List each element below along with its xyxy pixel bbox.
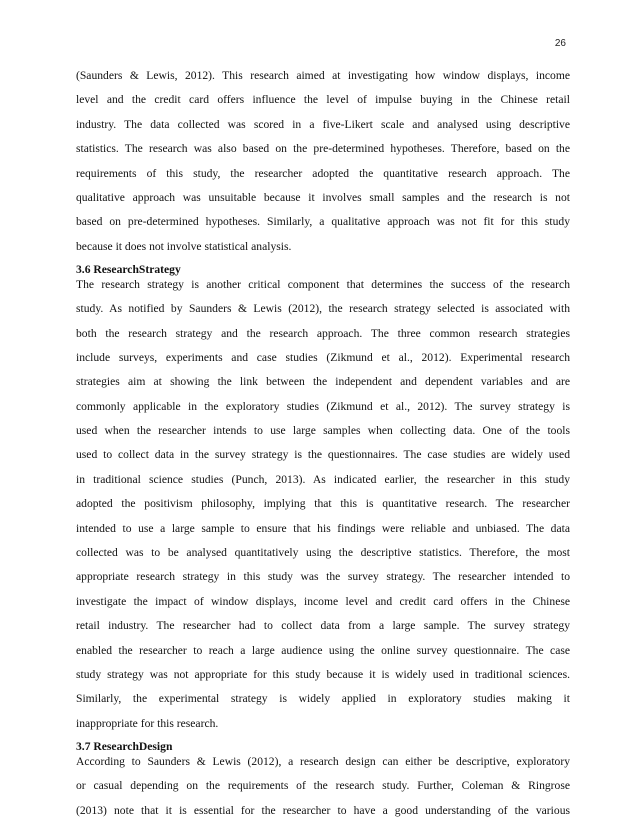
- text-line: statistics. The research was also based on the pre-determined hypotheses. Therefore, based on the: [76, 142, 570, 156]
- text-line: study. As notified by Saunders & Lewis (2012), the research strategy selected is associated with: [76, 302, 570, 316]
- text-line: in traditional science studies (Punch, 2013). As indicated earlier, the researcher in this study: [76, 472, 570, 486]
- text-line: enabled the researcher to reach a large audience using the online survey questionnaire. The case: [76, 643, 570, 657]
- text-line: include surveys, experiments and case studies (Zikmund et al., 2012). Experimental research: [76, 350, 570, 364]
- text-line: (2013) note that it is essential for the researcher to have a good understanding of the various: [76, 803, 570, 817]
- text-line: used to collect data in the survey strategy is the questionnaires. The case studies are widely used: [76, 448, 570, 462]
- text-line: appropriate research strategy in this study was the survey strategy. The researcher intended to: [76, 570, 570, 584]
- text-line: collected was to be analysed quantitatively using the descriptive statistics. Therefore, the most: [76, 546, 570, 560]
- text-line: According to Saunders & Lewis (2012), a research design can either be descriptive, exploratory: [76, 754, 570, 768]
- text-line: requirements of this study, the researcher adopted the quantitative research approach. The: [76, 166, 570, 180]
- text-line: strategies aim at showing the link between the independent and dependent variables and are: [76, 375, 570, 389]
- text-line: The research strategy is another critical component that determines the success of the research: [76, 277, 570, 291]
- text-line: retail industry. The researcher had to collect data from a large sample. The survey strategy: [76, 619, 570, 633]
- text-line: used when the researcher intends to use large samples when collecting data. One of the tools: [76, 424, 570, 438]
- text-line: Similarly, the experimental strategy is widely applied in exploratory studies making it: [76, 692, 570, 706]
- text-line: intended to use a large sample to ensure that his findings were reliable and unbiased. The data: [76, 521, 570, 535]
- section-research-design: [76, 740, 570, 828]
- text-line: commonly applicable in the exploratory studies (Zikmund et al., 2012). The survey strategy is: [76, 399, 570, 413]
- section-heading: 3.6 ResearchStrategy: [76, 263, 181, 277]
- page-number: 26: [554, 38, 566, 49]
- text-line: based on pre-determined hypotheses. Similarly, a qualitative approach was not fit for this study: [76, 215, 570, 229]
- text-line: qualitative approach was unsuitable because it involves small samples and the research is not: [76, 190, 570, 204]
- page-body: [76, 69, 570, 828]
- text-line: study strategy was not appropriate for this study because it is widely used in traditional sciences.: [76, 667, 570, 681]
- section-research-strategy: [76, 263, 570, 741]
- section-heading: 3.7 ResearchDesign: [76, 740, 173, 754]
- text-line: (Saunders & Lewis, 2012). This research aimed at investigating how window displays, income: [76, 69, 570, 82]
- text-line: or casual depending on the requirements of the research study. Further, Coleman & Ringrose: [76, 779, 570, 793]
- text-line: both the research strategy and the research approach. The three common research strategies: [76, 326, 570, 340]
- text-line: adopted the positivism philosophy, implying that this is quantitative research. The researcher: [76, 497, 570, 511]
- text-line: investigate the impact of window displays, income level and credit card offers in the Chinese: [76, 594, 570, 608]
- text-line: because it does not involve statistical analysis.: [76, 239, 292, 253]
- paragraph-approach: [76, 69, 570, 264]
- text-line: inappropriate for this research.: [76, 716, 219, 730]
- text-line: industry. The data collected was scored in a five-Likert scale and analysed using descriptive: [76, 117, 570, 131]
- text-line: level and the credit card offers influence the level of impulse buying in the Chinese retail: [76, 93, 570, 107]
